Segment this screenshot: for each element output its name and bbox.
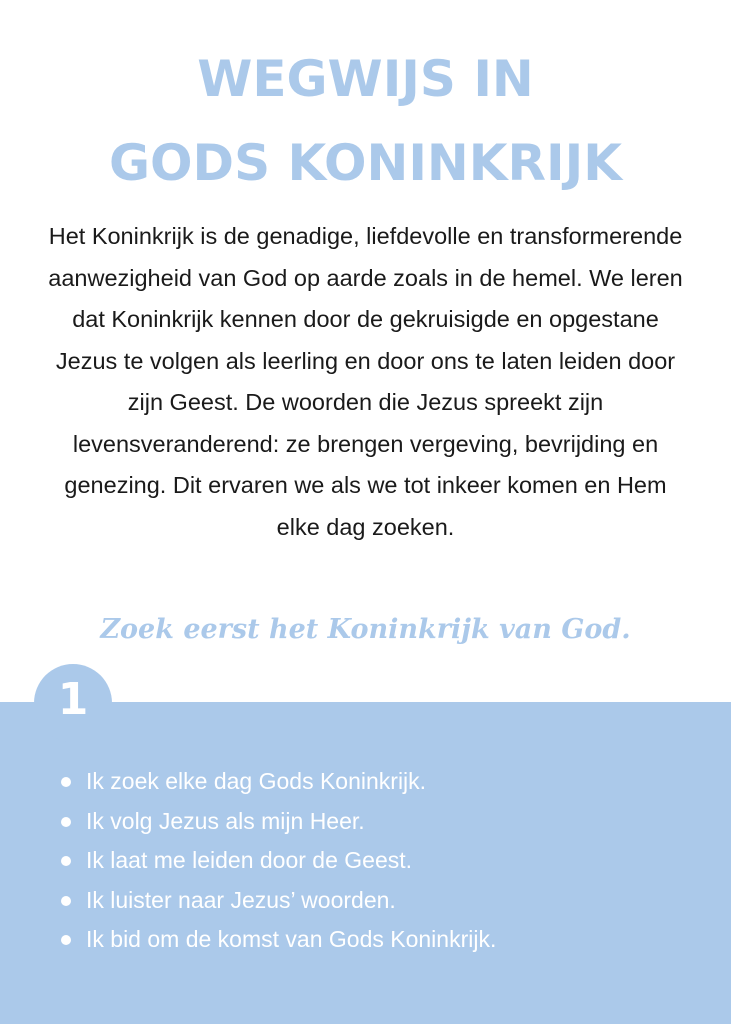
section-bullet-list	[50, 762, 496, 960]
list-item: Ik volg Jezus als mijn Heer.	[86, 802, 496, 842]
motto: Zoek eerst het Koninkrijk van God.	[100, 614, 631, 645]
list-item: Ik zoek elke dag Gods Koninkrijk.	[86, 762, 496, 802]
list-item: Ik laat me leiden door de Geest.	[86, 841, 496, 881]
title-line-2: GODS KONINKRIJK	[109, 134, 622, 192]
list-item: Ik bid om de komst van Gods Koninkrijk.	[86, 920, 496, 960]
list-item: Ik luister naar Jezus’ woorden.	[86, 881, 496, 921]
intro-paragraph: Het Koninkrijk is de genadige, liefdevolle en transformerende aanwezigheid van God op aarde zoals in de hemel. We leren dat Koninkrijk kennen door de gekruisigde en opgestane Jezus te volgen als leerling en door ons te laten leiden door zijn Geest. De woorden die Jezus spreekt zijn levensveranderend: ze brengen vergeving, bevrijding en genezing. Dit ervaren we als we tot inkeer komen en Hem elke dag zoeken.	[48, 223, 683, 540]
section-number: 1	[57, 674, 89, 725]
title-line-1: WEGWIJS IN	[197, 50, 534, 108]
